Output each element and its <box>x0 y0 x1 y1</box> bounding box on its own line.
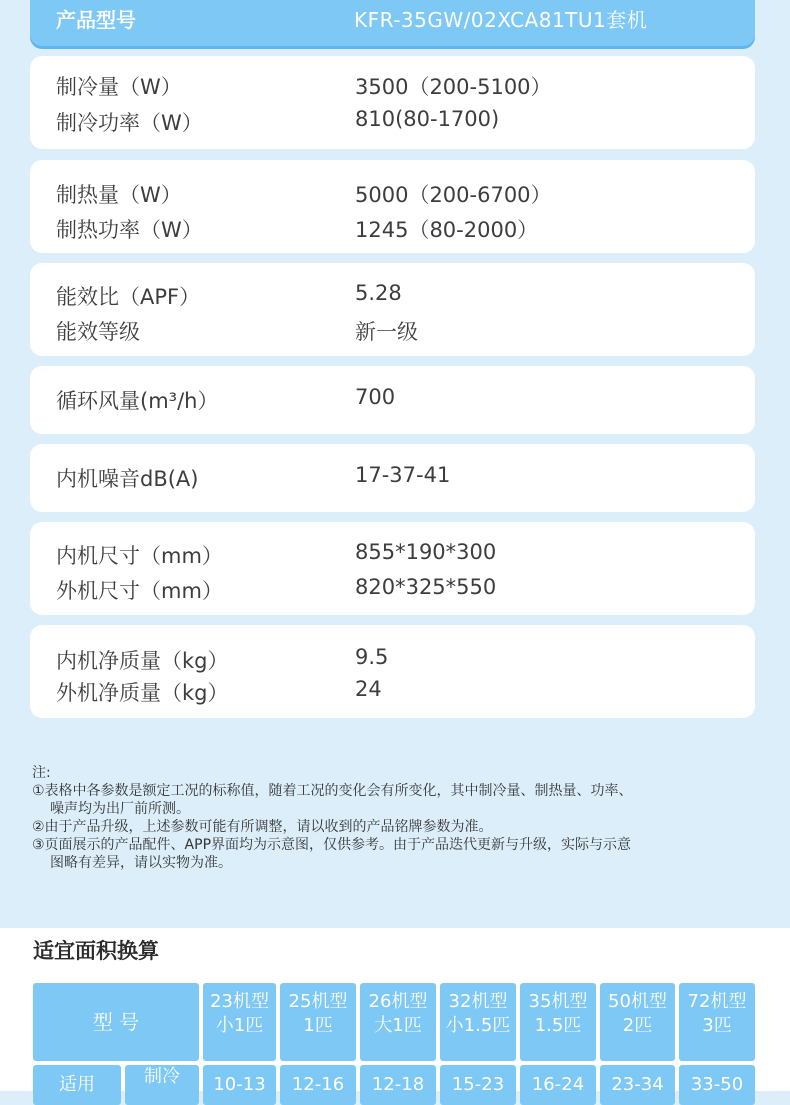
spec-card-weight <box>30 625 755 718</box>
cooling-area-35: 16-24 <box>520 1065 596 1105</box>
spec-card-cooling <box>30 56 755 149</box>
spec-value: 24 <box>355 677 382 701</box>
spec-card-heating <box>30 160 755 253</box>
row-label-cooling: 制冷 <box>125 1065 199 1105</box>
model-hp: 2匹 <box>622 1015 653 1036</box>
notes-block <box>32 764 752 872</box>
note-line: ③页面展示的产品配件、APP界面均为示意图，仅供参考。由于产品迭代更新与升级，实际与示意 <box>32 837 632 853</box>
spec-value: 810(80-1700) <box>355 107 500 131</box>
spec-value: 1245（80-2000） <box>355 218 539 242</box>
cooling-area-23: 10-13 <box>203 1065 276 1105</box>
table-header-model-32 <box>440 983 516 1061</box>
note-line: ①表格中各参数是额定工况的标称值，随着工况的变化会有所变化，其中制冷量、制热量、功率、 <box>32 783 633 799</box>
model-name: 32机型 <box>448 991 508 1012</box>
model-name: 50机型 <box>608 991 667 1012</box>
spec-key: 外机尺寸（mm） <box>56 579 223 603</box>
table-header-model-25 <box>280 983 356 1061</box>
spec-value: 5.28 <box>355 281 402 305</box>
spec-value: 820*325*550 <box>355 575 497 599</box>
spec-value: 700 <box>355 385 396 409</box>
spec-value: 新一级 <box>355 320 418 344</box>
spec-key: 内机净质量（kg） <box>56 649 229 673</box>
spec-value: 5000（200-6700） <box>355 183 552 207</box>
model-label: 产品型号 <box>56 8 136 32</box>
note-line: 图略有差异，请以实物为准。 <box>50 855 232 871</box>
model-hp: 小1匹 <box>215 1015 264 1036</box>
cooling-area-50: 23-34 <box>600 1065 675 1105</box>
model-header-bar <box>30 0 755 46</box>
cooling-area-72: 33-50 <box>679 1065 755 1105</box>
area-section-title: 适宜面积换算 <box>33 939 159 963</box>
spec-key: 内机尺寸（mm） <box>56 544 223 568</box>
note-line: 噪声均为出厂前所测。 <box>50 801 190 817</box>
spec-key: 能效比（APF） <box>56 285 201 309</box>
spec-key: 内机噪音dB(A) <box>56 467 199 491</box>
spec-key: 制热量（W） <box>56 183 182 207</box>
model-name: 25机型 <box>288 991 348 1012</box>
row-group-label: 适用 <box>33 1065 121 1105</box>
table-header-model-26 <box>360 983 436 1061</box>
area-table <box>33 983 755 1093</box>
spec-value: 855*190*300 <box>355 540 497 564</box>
model-name: 23机型 <box>210 991 269 1012</box>
spec-key: 能效等级 <box>56 320 140 344</box>
table-header-model: 型 号 <box>33 983 199 1061</box>
spec-card-efficiency <box>30 263 755 356</box>
spec-key: 循环风量(m³/h） <box>56 389 219 413</box>
spec-key: 外机净质量（kg） <box>56 681 229 705</box>
table-header-model-50 <box>600 983 675 1061</box>
spec-key: 制冷功率（W） <box>56 111 203 135</box>
table-header-model-35 <box>520 983 596 1061</box>
model-hp: 1.5匹 <box>534 1015 582 1036</box>
model-value: KFR-35GW/02XCA81TU1套机 <box>354 8 648 32</box>
model-hp: 1匹 <box>303 1015 333 1036</box>
model-name: 72机型 <box>687 991 747 1012</box>
model-hp: 3匹 <box>702 1015 732 1036</box>
spec-card-dimensions <box>30 522 755 615</box>
spec-value: 3500（200-5100） <box>355 75 552 99</box>
spec-key: 制热功率（W） <box>56 218 203 242</box>
notes-title: 注: <box>32 765 51 781</box>
model-name: 26机型 <box>368 991 428 1012</box>
cooling-area-32: 15-23 <box>440 1065 516 1105</box>
spec-value: 17-37-41 <box>355 463 451 487</box>
spec-value: 9.5 <box>355 645 389 669</box>
spec-key: 制冷量（W） <box>56 75 182 99</box>
table-header-model-72 <box>679 983 755 1061</box>
note-line: ②由于产品升级，上述参数可能有所调整，请以收到的产品铭牌参数为准。 <box>32 819 493 835</box>
model-name: 35机型 <box>528 991 588 1012</box>
model-hp: 大1匹 <box>374 1015 422 1036</box>
spec-card-airflow <box>30 366 755 434</box>
table-header-model-23 <box>203 983 276 1061</box>
model-hp: 小1.5匹 <box>445 1015 511 1036</box>
spec-card-noise <box>30 444 755 512</box>
cooling-area-26: 12-18 <box>360 1065 436 1105</box>
cooling-area-25: 12-16 <box>280 1065 356 1105</box>
